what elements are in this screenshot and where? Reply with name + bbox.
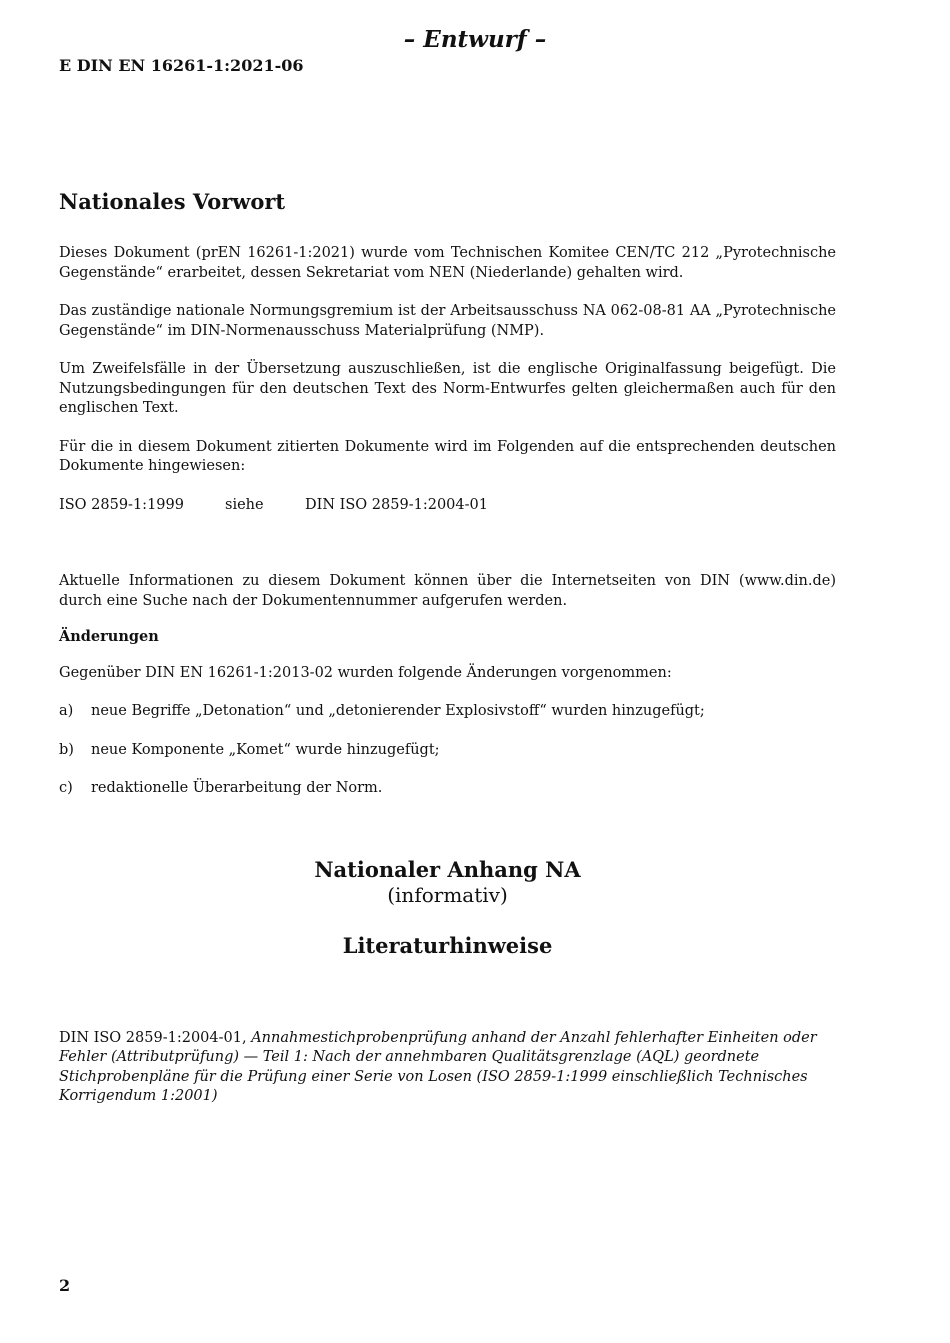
change-item-text: neue Begriffe „Detonation“ und „detonierender Explosivstoff“ wurden hinzugefügt;: [91, 703, 705, 719]
reference-din: DIN ISO 2859-1:2004-01: [305, 496, 488, 513]
section-title-vorwort: Nationales Vorwort: [59, 189, 286, 214]
info-paragraph: Aktuelle Informationen zu diesem Dokument können über die Internetseiten von DIN (www.din.de) durch eine Suche nach der Dokumentennummer aufgerufen werden.: [59, 573, 836, 609]
bibliography-heading: Literaturhinweise: [342, 932, 553, 958]
vorwort-paragraph-1: Dieses Dokument (prEN 16261-1:2021) wurde vom Technischen Komitee CEN/TC 212 „Pyrotechnische Gegenstände“ erarbeitet, dessen Sekretariat vom NEN (Niederlande) gehalten wird.: [59, 245, 836, 281]
changes-intro: Gegenüber DIN EN 16261-1:2013-02 wurden folgende Änderungen vorgenommen:: [59, 664, 672, 681]
vorwort-paragraph-3: Um Zweifelsfälle in der Übersetzung auszuschließen, ist die englische Originalfassung beigefügt. Die Nutzungsbedingungen für den deutschen Text des Norm-Entwurfes gelten gleichermaßen auch für den englischen Text.: [59, 361, 836, 416]
national-annex-header: [59, 857, 836, 959]
annex-subtitle: (informativ): [387, 882, 508, 907]
reference-mapping-row: [59, 496, 836, 516]
reference-see: siehe: [225, 496, 264, 513]
change-item-label: c): [59, 780, 73, 796]
annex-title: Nationaler Anhang NA: [314, 856, 581, 882]
document-identifier: E DIN EN 16261-1:2021-06: [59, 56, 304, 75]
change-item: [59, 702, 836, 722]
change-item-label: b): [59, 741, 74, 758]
reference-iso: ISO 2859-1:1999: [59, 496, 184, 513]
change-item: [59, 779, 836, 799]
change-item-label: a): [59, 703, 74, 719]
vorwort-paragraph-4: Für die in diesem Dokument zitierten Dokumente wird im Folgenden auf die entsprechenden deutschen Dokumente hingewiesen:: [59, 438, 836, 474]
vorwort-paragraph-2: Das zuständige nationale Normungsgremium ist der Arbeitsausschuss NA 062-08-81 AA „Pyrotechnische Gegenstände“ im DIN-Normenausschuss Materialprüfung (NMP).: [59, 303, 836, 339]
draft-watermark-heading: – Entwurf –: [403, 26, 547, 53]
change-item-text: redaktionelle Überarbeitung der Norm.: [91, 780, 383, 796]
bibliography-ref: DIN ISO 2859-1:2004-01,: [59, 1029, 247, 1046]
bibliography-entry: [59, 1029, 836, 1107]
change-item-text: neue Komponente „Komet“ wurde hinzugefügt;: [91, 741, 440, 758]
page-content: [59, 188, 836, 1107]
bibliography-title: Annahmestichprobenprüfung anhand der Anzahl fehlerhafter Einheiten oder Fehler (Attributprüfung) — Teil 1: Nach der annehmbaren Qualitätsgrenzlage (AQL) geordnete Stichprobenpläne für die Prüfung einer Serie von Losen (ISO 2859-1:1999 einschließlich Technisches Korrigendum 1:2001): [59, 1029, 817, 1104]
page-number: 2: [59, 1276, 71, 1295]
changes-heading: Änderungen: [59, 628, 159, 645]
change-item: [59, 741, 836, 761]
